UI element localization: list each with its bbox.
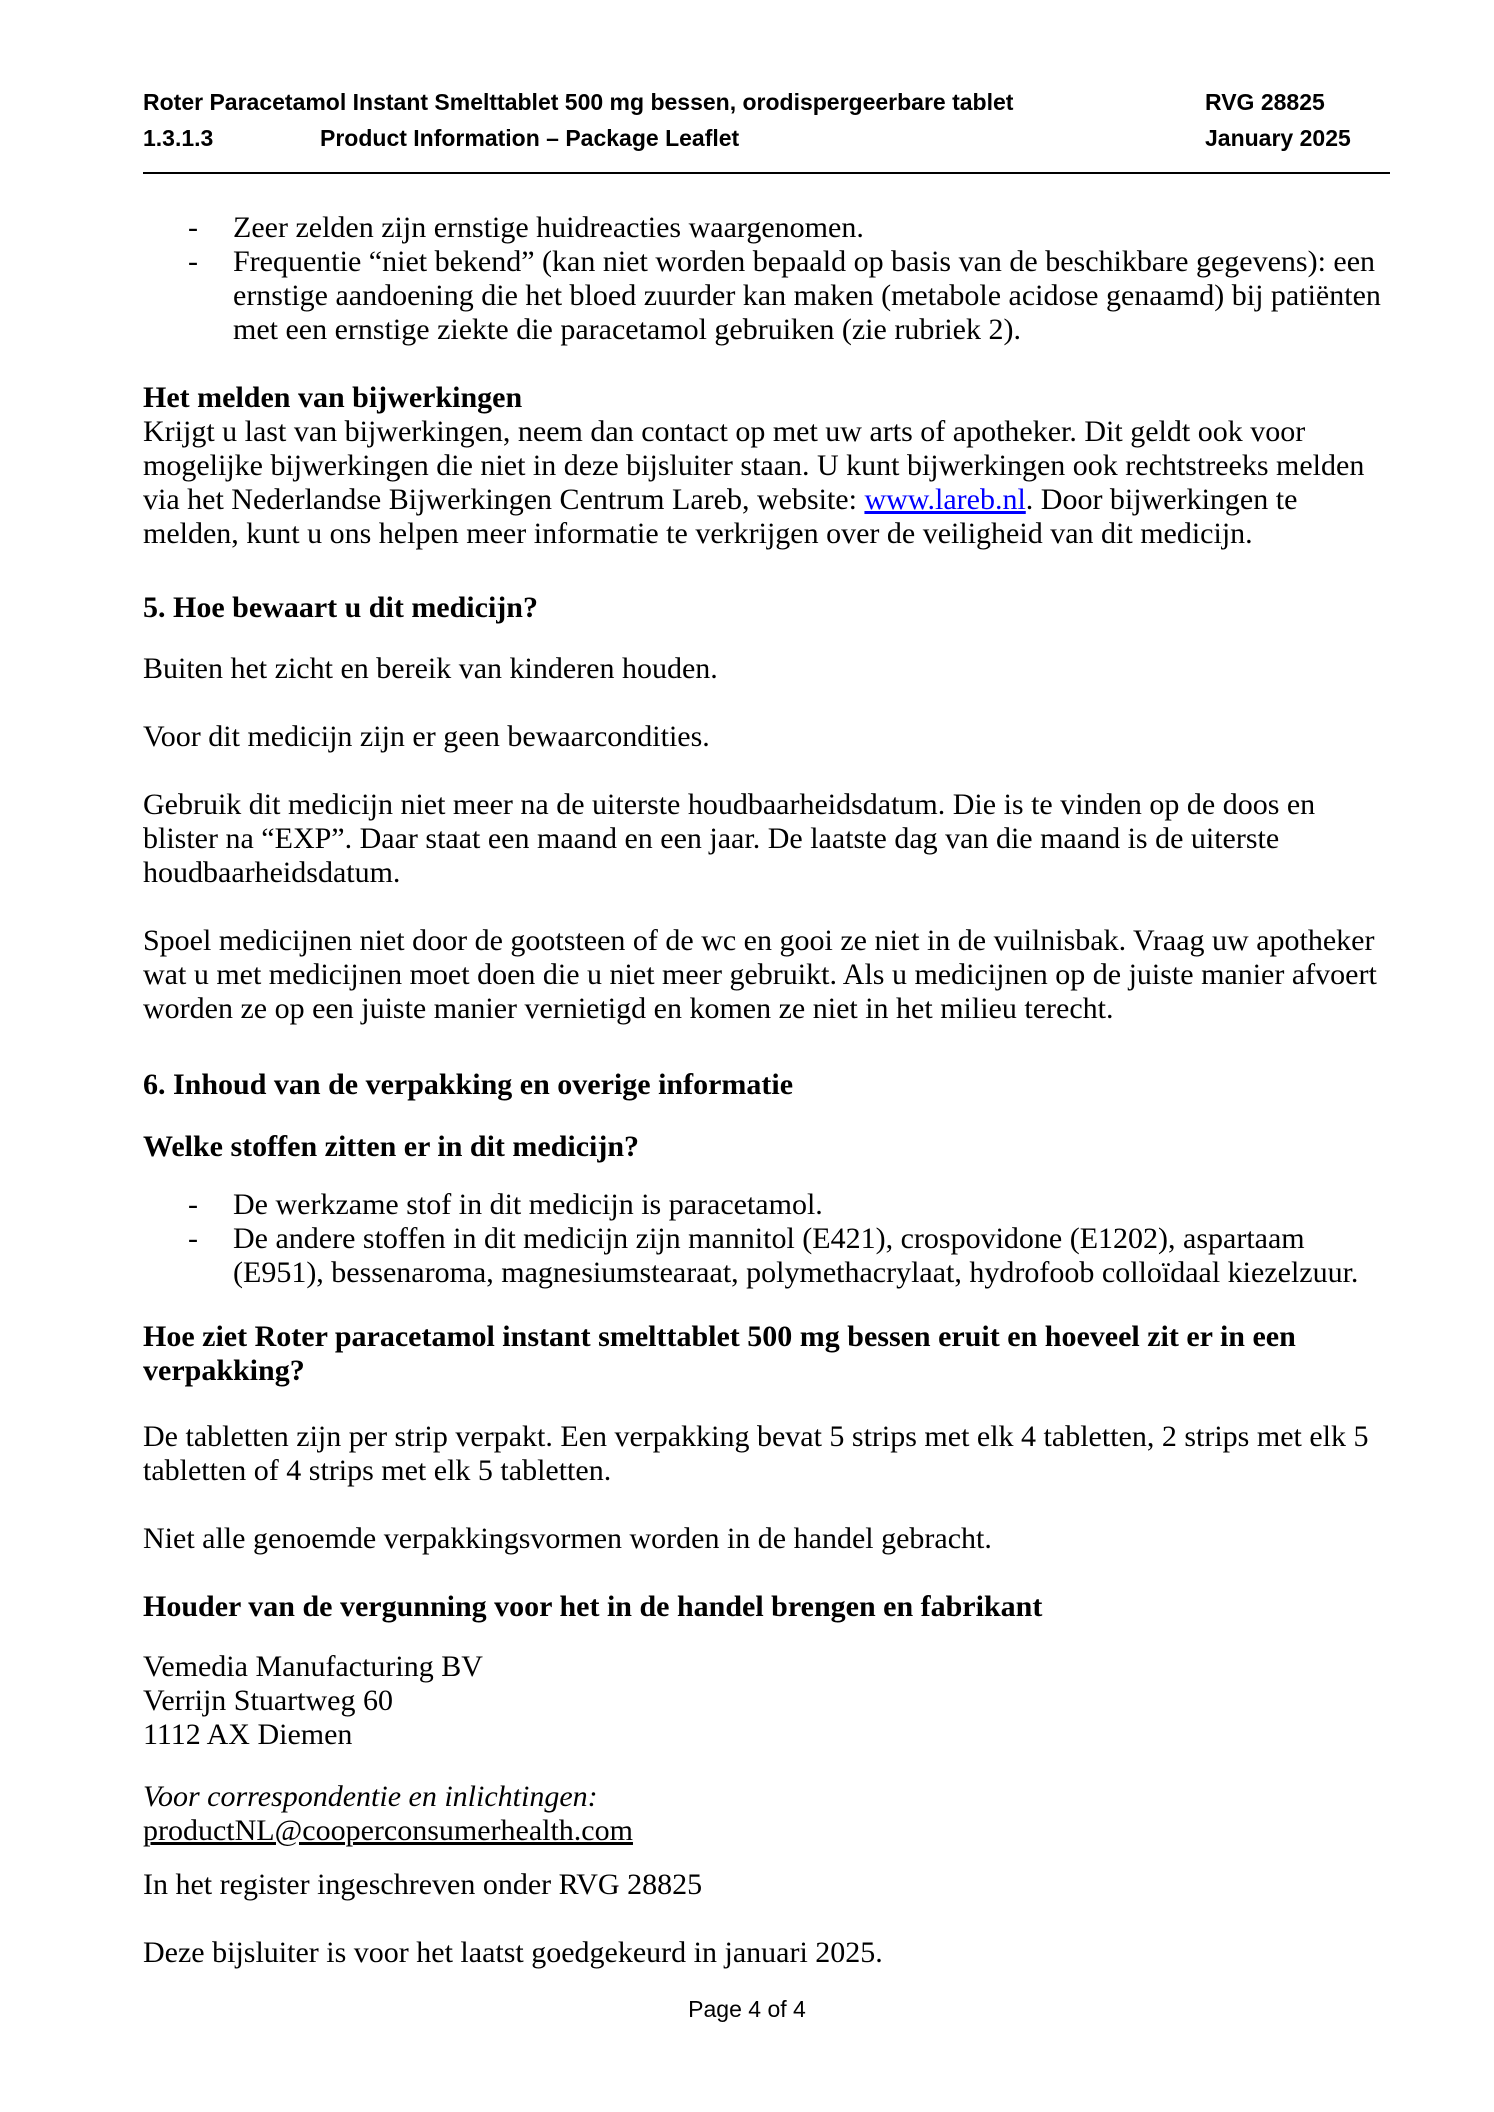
list-item	[143, 211, 1390, 245]
doc-date: January 2025	[1205, 125, 1351, 151]
list-item	[143, 1222, 1390, 1290]
side-effects-list	[143, 211, 1390, 347]
company-address-block	[143, 1650, 1390, 1752]
packaging-paragraph: De tabletten zijn per strip verpakt. Een verpakking bevat 5 strips met elk 4 tabletten, 2 strips met elk 5 tabletten of 4 strips met elk 5 tabletten.	[143, 1420, 1369, 1487]
license-holder-heading: Houder van de vergunning voor het in de handel brengen en fabrikant	[143, 1590, 1043, 1623]
reporting-text-before: Krijgt u last van bijwerkingen, neem dan contact op met uw arts of apotheker. Dit geldt ook voor mogelijke bijwerkingen die niet in deze bijsluiter staan. U kunt bijwerkingen ook rechtstreeks melden via het Nederlandse Bijwerkingen Centrum Lareb, website:	[143, 415, 1365, 516]
bullet-marker: -	[188, 245, 198, 278]
document-header	[0, 0, 1494, 150]
page-footer	[0, 1995, 1494, 2023]
storage-children-paragraph: Buiten het zicht en bereik van kinderen houden.	[143, 652, 718, 685]
doc-type: Product Information – Package Leaflet	[320, 125, 740, 151]
bullet-marker: -	[188, 211, 198, 244]
bullet-marker: -	[188, 1222, 198, 1255]
list-item-text: De werkzame stof in dit medicijn is paracetamol.	[233, 1188, 823, 1221]
list-item	[143, 1188, 1390, 1222]
correspondence-label: Voor correspondentie en inlichtingen:	[143, 1780, 598, 1813]
list-item	[143, 245, 1390, 347]
company-name: Vemedia Manufacturing BV	[143, 1650, 483, 1683]
contact-email-link[interactable]: productNL@cooperconsumerhealth.com	[143, 1814, 633, 1847]
storage-conditions-paragraph: Voor dit medicijn zijn er geen bewaarcondities.	[143, 720, 710, 753]
company-city: 1112 AX Diemen	[143, 1718, 353, 1751]
composition-list	[143, 1188, 1390, 1290]
header-rule	[143, 172, 1390, 174]
marketing-note-paragraph: Niet alle genoemde verpakkingsvormen worden in de handel gebracht.	[143, 1522, 992, 1555]
reporting-paragraph	[143, 415, 1390, 551]
disposal-paragraph: Spoel medicijnen niet door de gootsteen of de wc en gooi ze niet in de vuilnisbak. Vraag uw apotheker wat u met medicijnen moet doen die u niet meer gebruikt. Als u medicijnen op de juiste manier afvoert worden ze op een juiste manier vernietigd en komen ze niet in het milieu terecht.	[143, 924, 1377, 1025]
doc-section-number: 1.3.1.3	[143, 125, 214, 151]
section6-heading: 6. Inhoud van de verpakking en overige informatie	[143, 1068, 794, 1101]
company-street: Verrijn Stuartweg 60	[143, 1684, 393, 1717]
appearance-question-heading: Hoe ziet Roter paracetamol instant smelttablet 500 mg bessen eruit en hoeveel zit er in een verpakking?	[143, 1320, 1296, 1387]
lareb-link[interactable]: www.lareb.nl	[864, 483, 1026, 516]
document-body	[0, 211, 1494, 1970]
composition-question-heading: Welke stoffen zitten er in dit medicijn?	[143, 1130, 640, 1163]
product-title: Roter Paracetamol Instant Smelttablet 500 mg bessen, orodispergeerbare tablet	[143, 89, 1014, 115]
reporting-text-after: . Door bijwerkingen te melden, kunt u ons helpen meer informatie te verkrijgen over de veiligheid van dit medicijn.	[143, 483, 1298, 550]
bullet-marker: -	[188, 1188, 198, 1221]
reporting-heading: Het melden van bijwerkingen	[143, 381, 523, 414]
register-line: In het register ingeschreven onder RVG 28825	[143, 1868, 703, 1901]
page-number: Page 4 of 4	[688, 1996, 806, 2022]
list-item-text: Zeer zelden zijn ernstige huidreacties waargenomen.	[233, 211, 864, 244]
list-item-text: De andere stoffen in dit medicijn zijn mannitol (E421), crospovidone (E1202), aspartaam (E951), bessenaroma, magnesiumstearaat, polymethacrylaat, hydrofoob colloïdaal kiezelzuur.	[233, 1222, 1359, 1289]
rvg-number: RVG 28825	[1205, 89, 1325, 115]
list-item-text: Frequentie “niet bekend” (kan niet worden bepaald op basis van de beschikbare gegevens): een ernstige aandoening die het bloed zuurder kan maken (metabole acidose genaamd) bij patiënten met een ernstige ziekte die paracetamol gebruiken (zie rubriek 2).	[233, 245, 1381, 346]
approval-line: Deze bijsluiter is voor het laatst goedgekeurd in januari 2025.	[143, 1936, 883, 1969]
expiry-paragraph: Gebruik dit medicijn niet meer na de uiterste houdbaarheidsdatum. Die is te vinden op de doos en blister na “EXP”. Daar staat een maand en een jaar. De laatste dag van die maand is de uiterste houdbaarheidsdatum.	[143, 788, 1316, 889]
section5-heading: 5. Hoe bewaart u dit medicijn?	[143, 591, 538, 624]
